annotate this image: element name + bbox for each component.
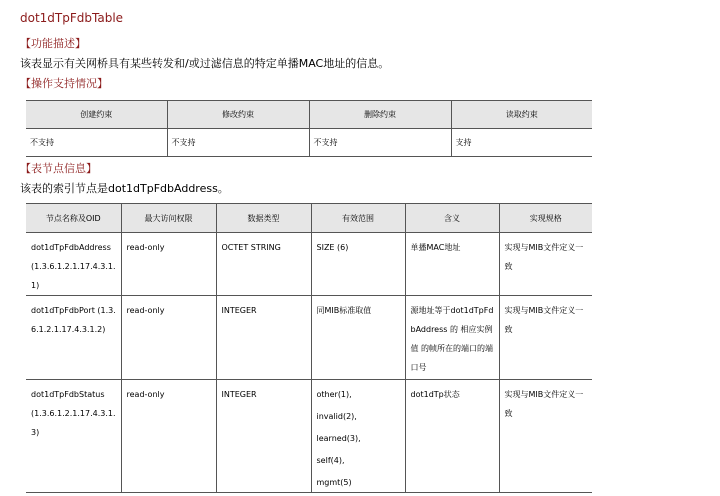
node-type-cell: INTEGER [216,296,311,380]
nodes-header-meaning: 含义 [405,204,499,233]
ops-header-read: 读取约束 [451,101,592,129]
node-meaning-cell: 源地址等于dot1dTpFdbAddress 的 相应实例值 的帧所在的端口的端口号 [405,296,499,380]
function-description: 该表显示有关网桥具有某些转发和/或过滤信息的特定单播MAC地址的信息。 [20,57,390,70]
operations-heading: 【操作支持情况】 [20,77,108,90]
node-name-cell: dot1dTpFdbPort (1.3.6.1.2.1.17.4.3.1.2) [26,296,121,380]
range-value: other(1), [316,390,352,399]
ops-header-modify: 修改约束 [167,101,309,129]
nodes-header-spec: 实现规格 [499,204,592,233]
nodes-table [26,203,592,493]
range-value: invalid(2), [316,412,357,421]
node-type-cell: OCTET STRING [216,233,311,296]
node-spec-cell: 实现与MIB文件定义一致 [499,233,592,296]
operations-value-row [26,129,592,157]
node-spec-cell: 实现与MIB文件定义一致 [499,296,592,380]
nodes-heading: 【表节点信息】 [20,162,97,175]
index-description: 该表的索引节点是dot1dTpFdbAddress。 [20,182,229,195]
node-name-cell: dot1dTpFdbAddress (1.3.6.1.2.1.17.4.3.1.1) [26,233,121,296]
range-value: mgmt(5) [316,478,352,487]
operations-header-row [26,101,592,129]
nodes-header-access: 最大访问权限 [121,204,216,233]
node-range-cell [311,233,405,296]
function-heading: 【功能描述】 [20,37,86,50]
ops-value-modify: 不支持 [167,129,309,157]
nodes-header-range: 有效范围 [311,204,405,233]
ops-header-delete: 删除约束 [309,101,451,129]
range-value: SIZE (6) [316,243,349,252]
node-meaning-cell: dot1dTp状态 [405,380,499,493]
ops-header-create: 创建约束 [26,101,167,129]
range-value: 同MIB标准取值 [316,306,372,315]
nodes-header-row [26,204,592,233]
range-value: self(4), [316,456,345,465]
node-access-cell: read-only [121,233,216,296]
node-access-cell: read-only [121,296,216,380]
table-row [26,380,592,493]
ops-value-create: 不支持 [26,129,167,157]
node-meaning-cell: 单播MAC地址 [405,233,499,296]
nodes-header-name: 节点名称及OID [26,204,121,233]
node-access-cell: read-only [121,380,216,493]
node-range-cell [311,380,405,493]
node-spec-cell: 实现与MIB文件定义一致 [499,380,592,493]
table-row [26,233,592,296]
range-value: learned(3), [316,434,361,443]
page-title: dot1dTpFdbTable [20,11,124,25]
operations-table [26,100,592,157]
ops-value-read: 支持 [451,129,592,157]
table-row [26,296,592,380]
ops-value-delete: 不支持 [309,129,451,157]
node-name-cell: dot1dTpFdbStatus (1.3.6.1.2.1.17.4.3.1.3) [26,380,121,493]
node-range-cell [311,296,405,380]
node-type-cell: INTEGER [216,380,311,493]
nodes-header-type: 数据类型 [216,204,311,233]
